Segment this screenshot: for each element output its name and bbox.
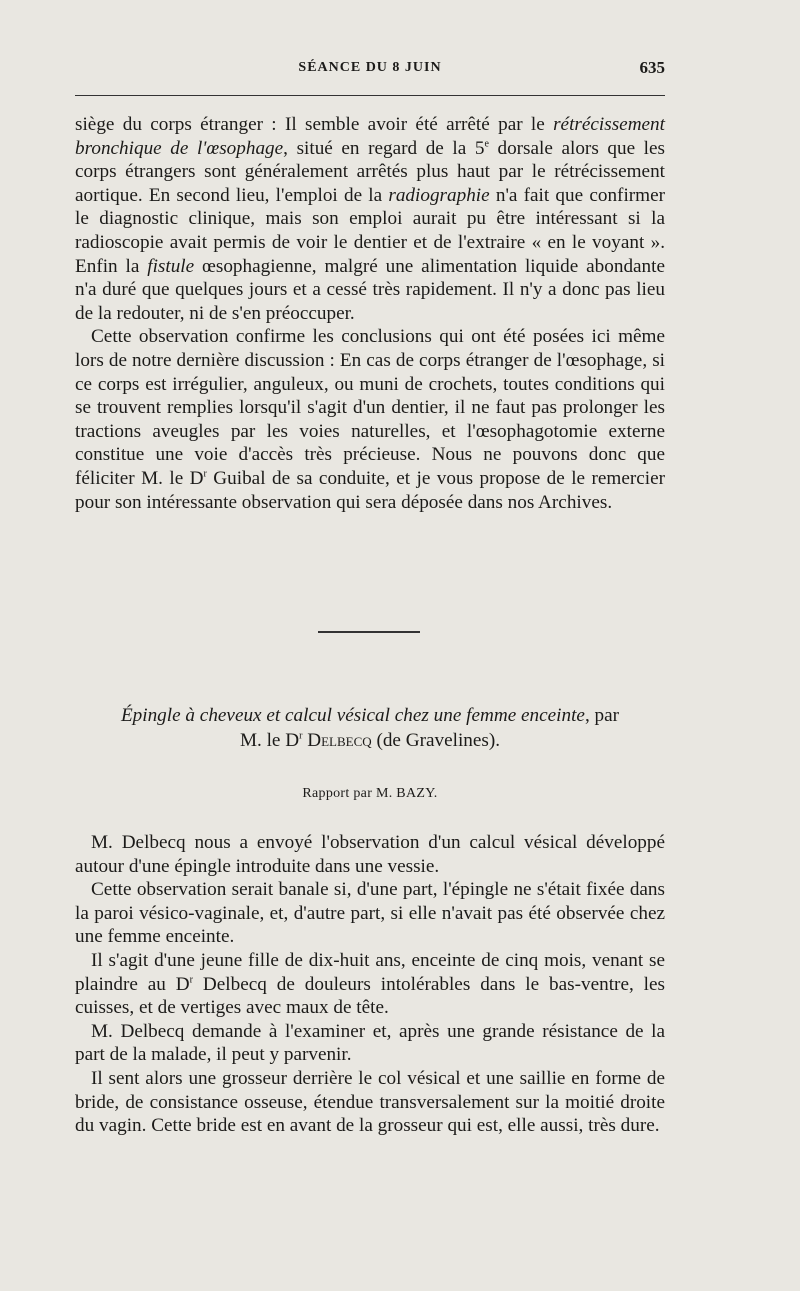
page-number: 635 [639,58,665,77]
paragraph-conclusions: Cette observation confirme les conclusions qui ont été posées ici même lors de notre dernière discussion : En cas de corps étranger de l'œsophage, si ce corps est irrégulier, anguleux, ou muni de crochets, toutes conditions qui se trouvent remplies lorsqu'il s'agit d'un dentier, il ne faut pas prolonger les tractions aveugles par les voies naturelles, et l'œsophagotomie externe constitue une voie d'accès très précieuse. Nous ne pouvons donc que féliciter M. le $D^r$ Guibal de sa conduite, et je vous propose de le remercier pour son intéressante observation qui sera déposée dans nos Archives. [75,326,665,513]
paragraph-findings: Il sent alors une grosseur derrière le col vésical et une saillie en forme de bride, de consistance osseuse, étendue transversalement sur la moitié droite du vagin. Cette bride est en avant de la grosseur qui est, elle aussi, très dure. [75,1067,665,1137]
paragraph-patient: Il s'agit d'une jeune fille de dix-huit ans, enceinte de cinq mois, venant se plaindre au $D^r$ Delbecq de douleurs intolérables dans le bas-ventre, les cuisses, et de vertiges avec maux de tête. [75,949,665,1019]
section-separator [318,631,420,633]
article-title [75,703,665,753]
article-title-line: Épingle à cheveux et calcul vésical chez une femme enceinte, par [120,705,620,726]
paragraph-banal: Cette observation serait banale si, d'une part, l'épingle ne s'était fixée dans la paroi vésico-vaginale, et, d'autre part, si elle n'avait pas été observée chez une femme enceinte. [75,879,665,948]
paragraph-intro: M. Delbecq nous a envoyé l'observation d'un calcul vésical développé autour d'une épingle introduite dans une vessie. [75,832,665,877]
paragraph-examination: M. Delbecq demande à l'examiner et, après une grande résistance de la part de la malade, il peut y parvenir. [75,1020,665,1066]
section-continued-report [75,113,665,514]
article-author: M. le $D^r$ Delbecq (de Gravelines). [239,730,501,751]
running-title: SÉANCE DU 8 JUIN [298,60,442,75]
report-byline: Rapport par M. BAZY. [302,786,438,801]
running-head [75,58,665,82]
paragraph-radiography: siège du corps étranger : Il semble avoir été arrêté par le rétrécissement bronchique de l'œsophage, situé en regard de la 5e dorsale alors que les corps étrangers sont généralement arrêtés plus haut par le rétrécissement aortique. En second lieu, l'emploi de la radiographie n'a fait que confirmer le diagnostic clinique, mais son emploi aurait pu être intéressant si la radioscopie avait permis de voir le dentier et de l'extraire « en le voyant ». Enfin la fistule œsophagienne, malgré une alimentation liquide abondante n'a duré que quelques jours et a cessé très rapidement. Il n'y a donc pas lieu de la redouter, ni de s'en préoccuper. [75,114,665,324]
section-new-report [75,831,665,1138]
header-rule [75,95,665,96]
